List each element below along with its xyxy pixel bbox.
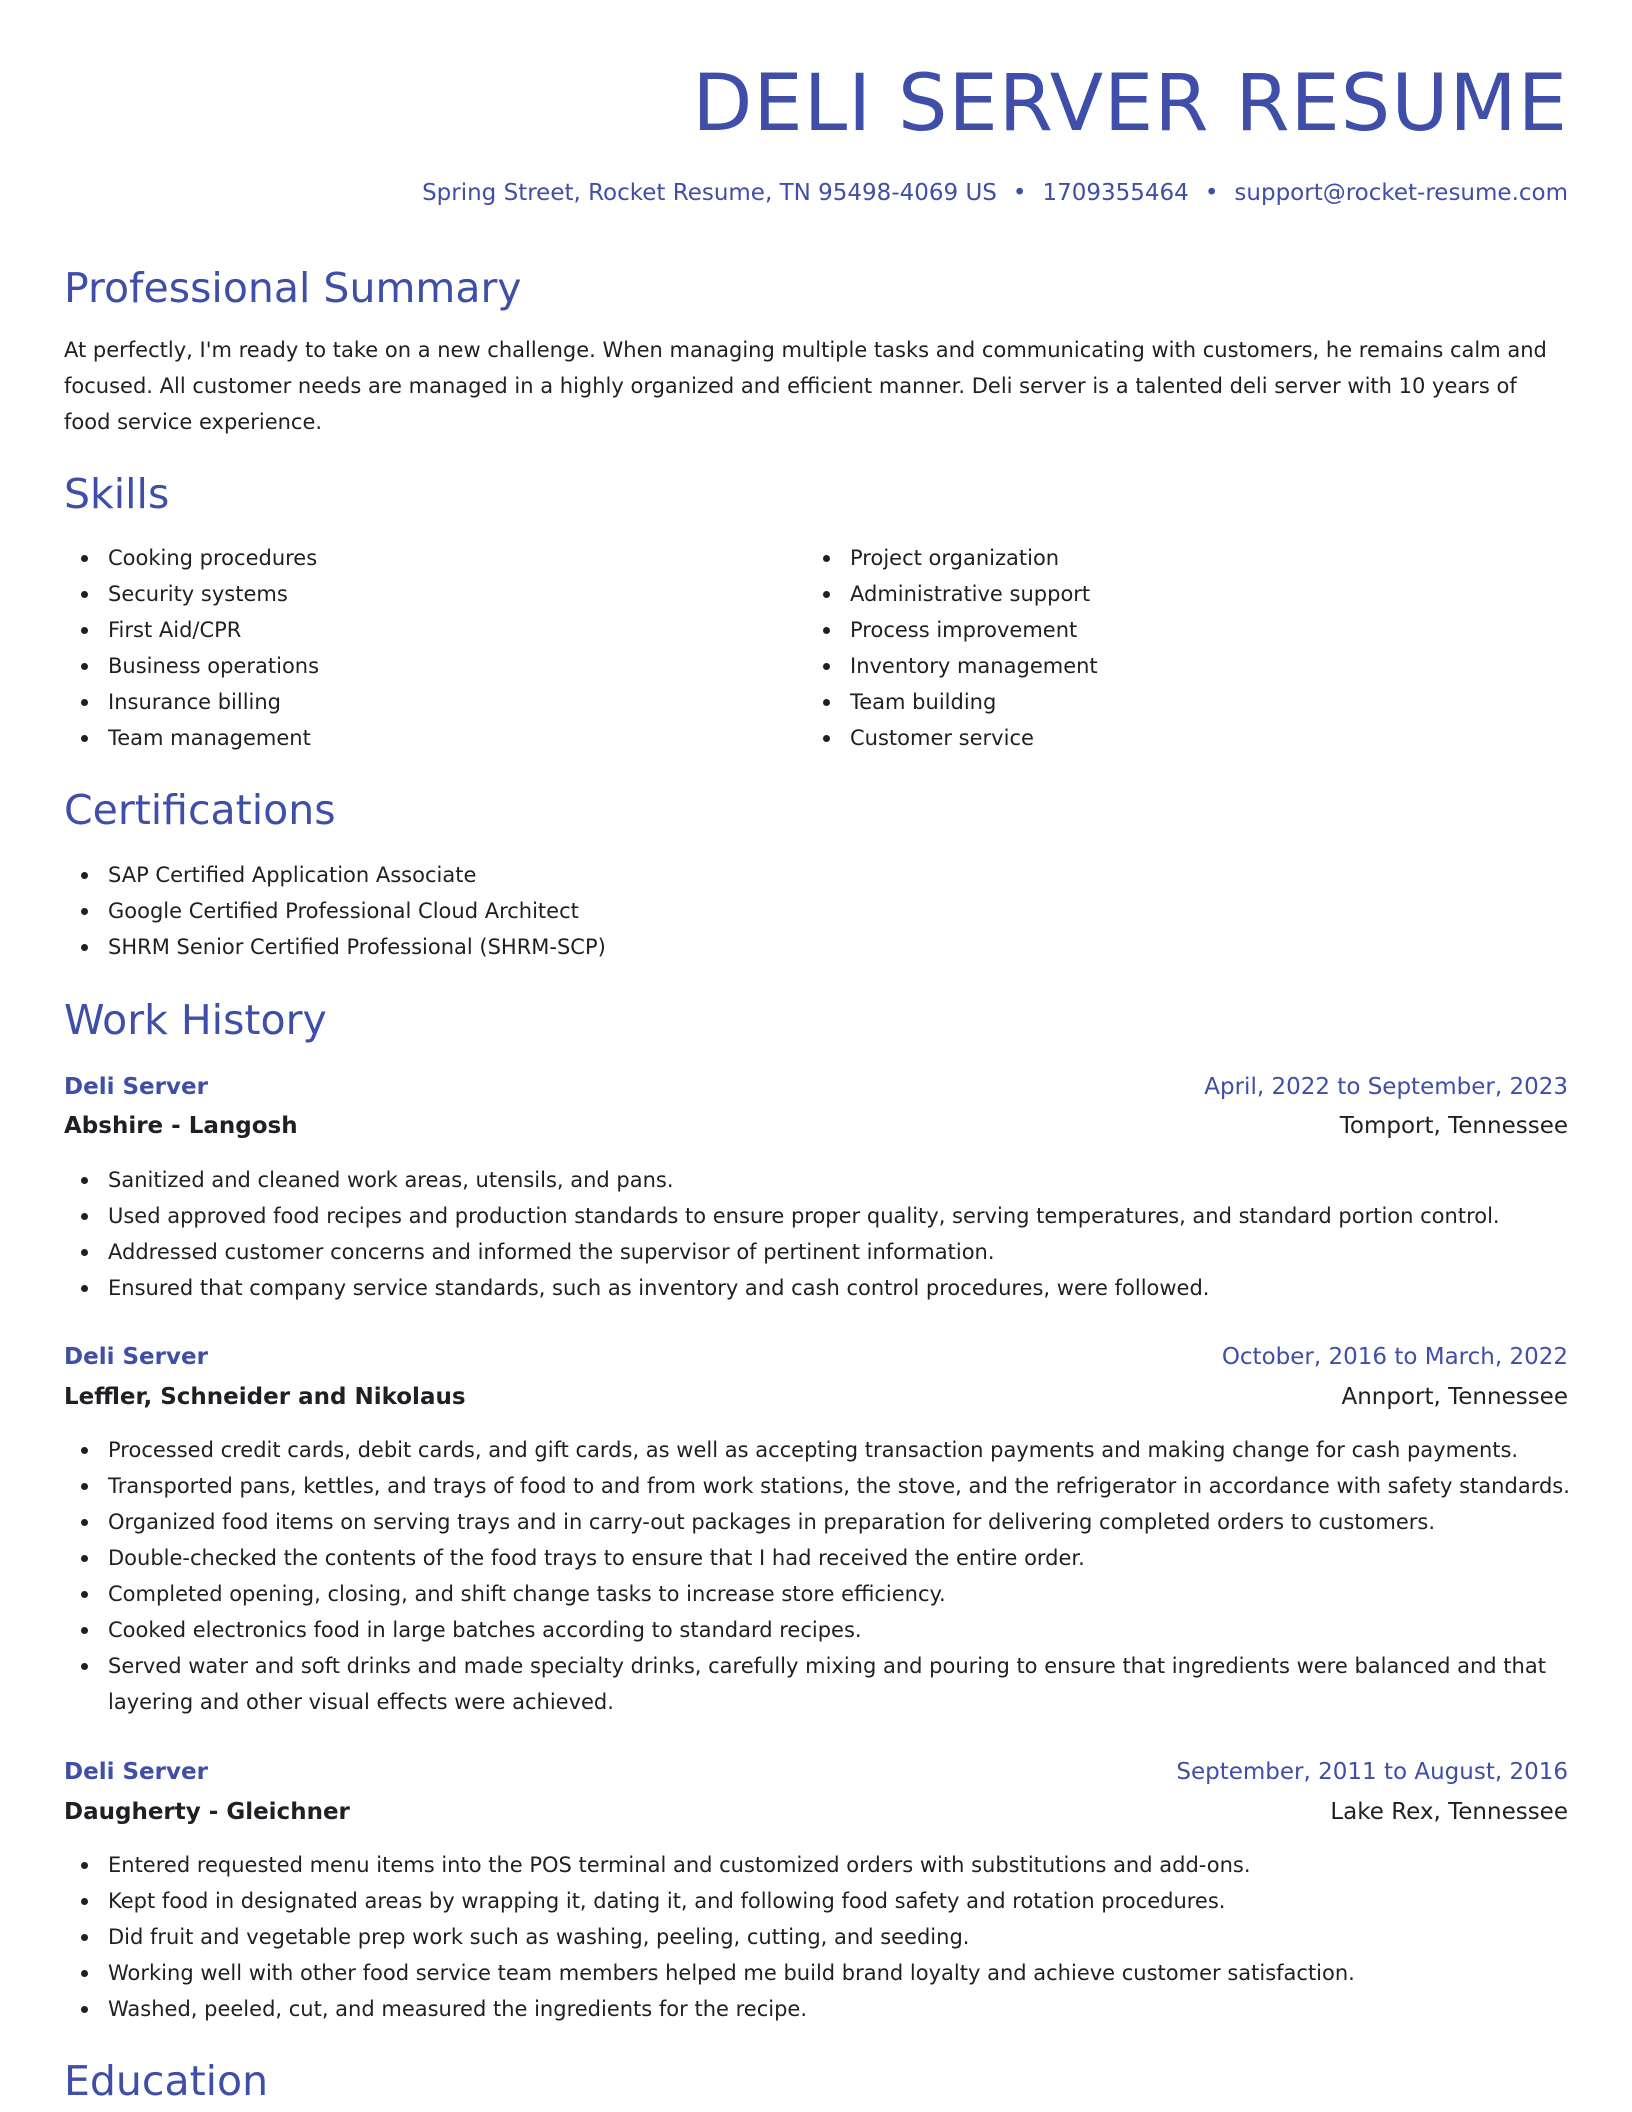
list-item: Entered requested menu items into the POS terminal and customized orders with substitutions and add-ons. <box>64 1847 1568 1883</box>
job-company: Daugherty - Gleichner <box>64 1799 350 1825</box>
job-location: Annport, Tennessee <box>1341 1384 1568 1410</box>
list-item: Security systems <box>64 576 319 612</box>
job-bullets <box>64 1162 1568 1306</box>
list-item: SAP Certified Application Associate <box>64 857 606 893</box>
contact-line <box>422 178 1568 208</box>
contact-phone: 1709355464 <box>1042 180 1189 206</box>
list-item: Team building <box>806 684 1098 720</box>
list-item: Processed credit cards, debit cards, and gift cards, as well as accepting transaction payments and making change for cash payments. <box>64 1432 1568 1468</box>
job-bullets <box>64 1847 1568 2027</box>
certifications-list <box>64 857 606 965</box>
list-item: Ensured that company service standards, such as inventory and cash control procedures, were followed. <box>64 1270 1568 1306</box>
list-item: Completed opening, closing, and shift change tasks to increase store efficiency. <box>64 1576 1568 1612</box>
job-location: Tomport, Tennessee <box>1339 1113 1568 1139</box>
skills-list-right <box>806 540 1098 756</box>
list-item: Team management <box>64 720 319 756</box>
list-item: Kept food in designated areas by wrapping it, dating it, and following food safety and rotation procedures. <box>64 1883 1568 1919</box>
contact-separator: • <box>1012 180 1027 206</box>
list-item: Insurance billing <box>64 684 319 720</box>
list-item: Used approved food recipes and production standards to ensure proper quality, serving temperatures, and standard portion control. <box>64 1198 1568 1234</box>
job-bullets <box>64 1432 1568 1720</box>
list-item: Administrative support <box>806 576 1098 612</box>
certifications-heading: Certifications <box>64 786 336 834</box>
list-item: SHRM Senior Certified Professional (SHRM-SCP) <box>64 929 606 965</box>
list-item: Inventory management <box>806 648 1098 684</box>
work-history-heading: Work History <box>64 996 327 1044</box>
list-item: First Aid/CPR <box>64 612 319 648</box>
list-item: Process improvement <box>806 612 1098 648</box>
list-item: Did fruit and vegetable prep work such as washing, peeling, cutting, and seeding. <box>64 1919 1568 1955</box>
job-dates: September, 2011 to August, 2016 <box>1176 1759 1568 1785</box>
list-item: Cooked electronics food in large batches according to standard recipes. <box>64 1612 1568 1648</box>
list-item: Project organization <box>806 540 1098 576</box>
resume-title: DELI SERVER RESUME <box>692 59 1568 149</box>
list-item: Double-checked the contents of the food trays to ensure that I had received the entire order. <box>64 1540 1568 1576</box>
list-item: Addressed customer concerns and informed the supervisor of pertinent information. <box>64 1234 1568 1270</box>
job-location: Lake Rex, Tennessee <box>1330 1799 1568 1825</box>
contact-email[interactable]: support@rocket-resume.com <box>1234 180 1568 206</box>
resume-page <box>64 0 1570 2105</box>
list-item: Sanitized and cleaned work areas, utensils, and pans. <box>64 1162 1568 1198</box>
job-title: Deli Server <box>64 1344 208 1370</box>
list-item: Transported pans, kettles, and trays of food to and from work stations, the stove, and the refrigerator in accordance with safety standards. <box>64 1468 1568 1504</box>
list-item: Served water and soft drinks and made specialty drinks, carefully mixing and pouring to ensure that ingredients were balanced and that layering and other visual effects were achieved. <box>64 1648 1568 1720</box>
contact-separator: • <box>1204 180 1219 206</box>
skills-heading: Skills <box>64 470 170 518</box>
education-heading: Education <box>64 2057 269 2105</box>
job-dates: April, 2022 to September, 2023 <box>1204 1074 1568 1100</box>
job-company: Abshire - Langosh <box>64 1113 298 1139</box>
list-item: Business operations <box>64 648 319 684</box>
summary-heading: Professional Summary <box>64 264 522 312</box>
job-dates: October, 2016 to March, 2022 <box>1221 1344 1568 1370</box>
contact-address: Spring Street, Rocket Resume, TN 95498-4069 US <box>422 180 997 206</box>
list-item: Google Certified Professional Cloud Architect <box>64 893 606 929</box>
job-title: Deli Server <box>64 1074 208 1100</box>
list-item: Cooking procedures <box>64 540 319 576</box>
list-item: Working well with other food service team members helped me build brand loyalty and achieve customer satisfaction. <box>64 1955 1568 1991</box>
skills-list-left <box>64 540 319 756</box>
list-item: Washed, peeled, cut, and measured the ingredients for the recipe. <box>64 1991 1568 2027</box>
job-title: Deli Server <box>64 1759 208 1785</box>
list-item: Customer service <box>806 720 1098 756</box>
list-item: Organized food items on serving trays and in carry-out packages in preparation for delivering completed orders to customers. <box>64 1504 1568 1540</box>
summary-text: At perfectly, I'm ready to take on a new challenge. When managing multiple tasks and communicating with customers, he remains calm and focused. All customer needs are managed in a highly organized and efficient manner. Deli server is a talented deli server with 10 years of food service experience. <box>64 338 1547 434</box>
job-company: Leffler, Schneider and Nikolaus <box>64 1384 466 1410</box>
